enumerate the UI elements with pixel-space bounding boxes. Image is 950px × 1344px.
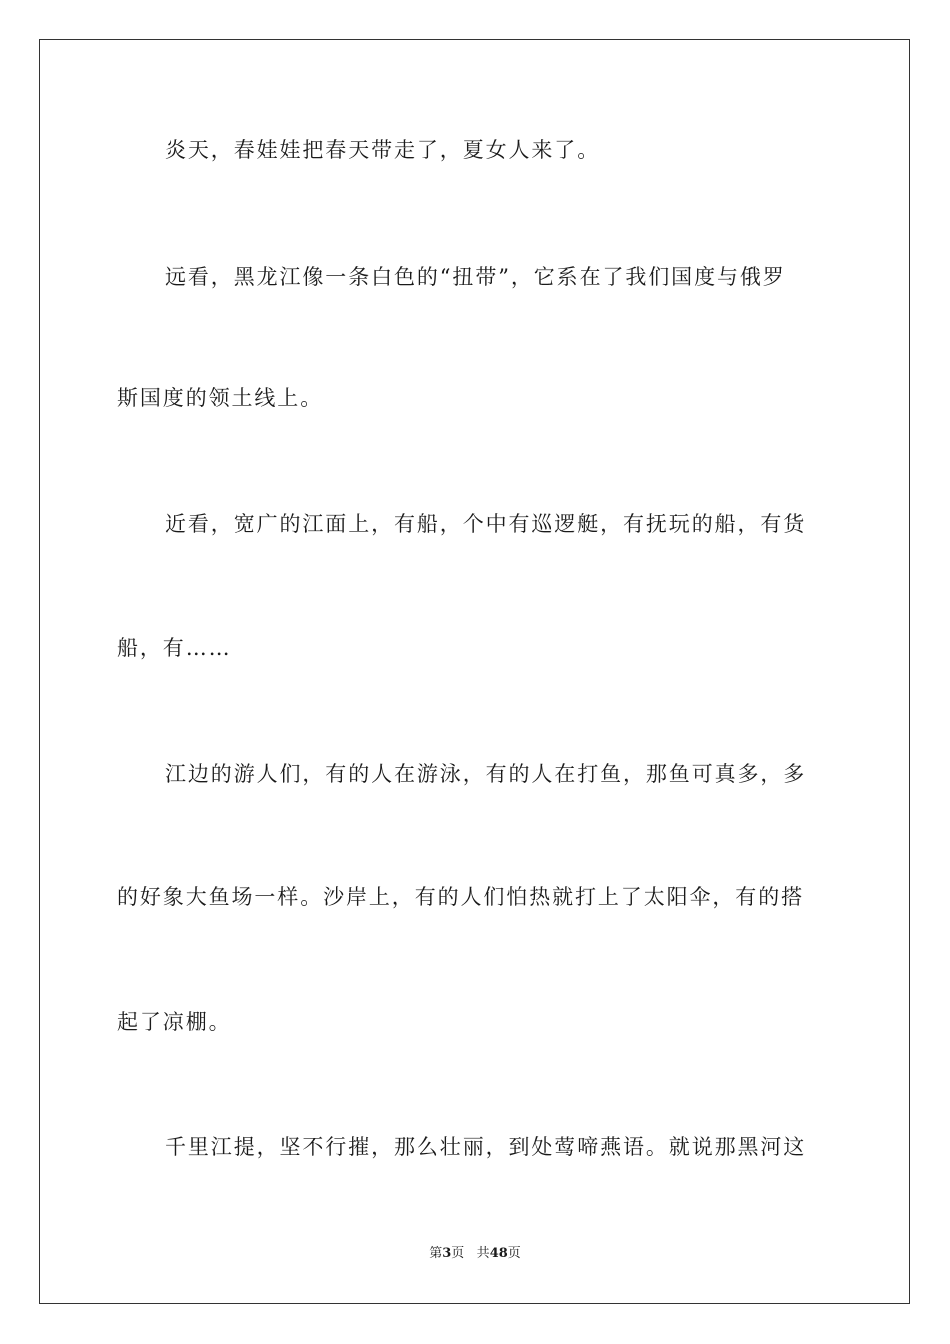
page-number: 3: [442, 1246, 452, 1261]
page-suffix: 页: [451, 1246, 465, 1261]
paragraph-line: 近看，宽广的江面上，有船，个中有巡逻艇，有抚玩的船，有货: [165, 512, 807, 536]
paragraph-line: 斯国度的领土线上。: [117, 386, 324, 410]
paragraph-line: 的好象大鱼场一样。沙岸上，有的人们怕热就打上了太阳伞，有的搭: [117, 885, 804, 909]
paragraph-line: 江边的游人们，有的人在游泳，有的人在打鱼，那鱼可真多，多: [165, 762, 807, 786]
paragraph-line: 远看，黑龙江像一条白色的“扭带”，它系在了我们国度与俄罗: [165, 265, 786, 289]
page-border: [39, 39, 910, 1304]
total-pages: 48: [489, 1246, 508, 1261]
paragraph-line: 千里江提，坚不行摧，那么壮丽，到处莺啼燕语。就说那黑河这: [165, 1135, 807, 1159]
total-prefix: 共: [476, 1246, 490, 1261]
paragraph-line: 炎天，春娃娃把春天带走了，夏女人来了。: [165, 138, 601, 162]
total-suffix: 页: [507, 1246, 521, 1261]
paragraph-line: 船，有……: [117, 636, 232, 660]
page-prefix: 第: [429, 1246, 443, 1261]
page-footer: [0, 1245, 950, 1263]
paragraph-line: 起了凉棚。: [117, 1010, 232, 1034]
